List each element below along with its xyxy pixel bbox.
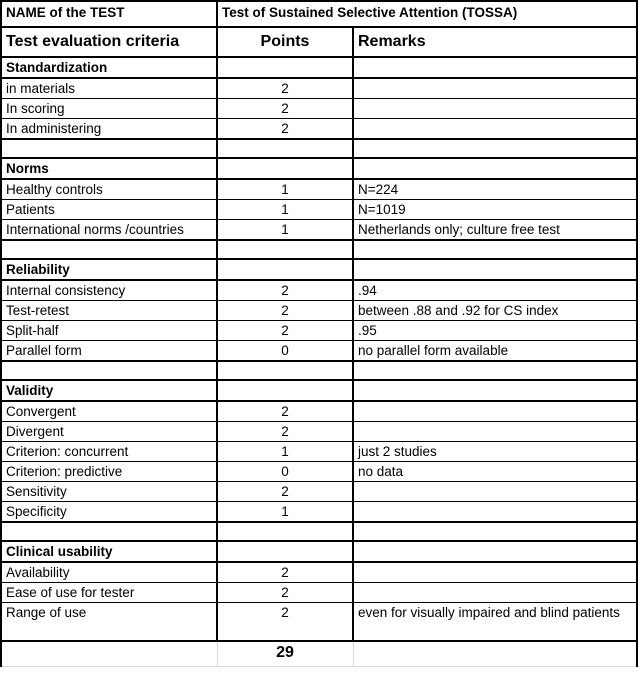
table-row-section-standardization [1, 57, 637, 78]
remarks-cell: even for visually impaired and blind patients [353, 603, 637, 641]
remarks-cell [353, 401, 637, 422]
section-remarks-clinical-usability [353, 541, 637, 562]
points-cell: 0 [217, 462, 353, 482]
table-row [1, 301, 637, 321]
points-cell: 2 [217, 603, 353, 641]
table-row [1, 99, 637, 119]
remarks-cell: no parallel form available [353, 341, 637, 362]
table-row [1, 220, 637, 241]
points-cell: 2 [217, 321, 353, 341]
points-cell: 2 [217, 482, 353, 502]
criteria-cell: Ease of use for tester [1, 583, 217, 603]
criteria-cell: Divergent [1, 422, 217, 442]
test-name-label: NAME of the TEST [1, 1, 217, 27]
spacer-cell [1, 240, 217, 259]
column-header-criteria: Test evaluation criteria [1, 27, 217, 57]
points-cell: 2 [217, 401, 353, 422]
section-label-norms: Norms [1, 158, 217, 179]
spacer-cell [217, 240, 353, 259]
remarks-cell [353, 119, 637, 140]
spacer-cell [353, 522, 637, 541]
column-header-points: Points [217, 27, 353, 57]
table-row [1, 603, 637, 641]
spacer-cell [353, 240, 637, 259]
points-cell: 2 [217, 78, 353, 99]
criteria-cell: Specificity [1, 502, 217, 523]
criteria-cell: In scoring [1, 99, 217, 119]
section-label-standardization: Standardization [1, 57, 217, 78]
criteria-cell: Split-half [1, 321, 217, 341]
remarks-cell [353, 482, 637, 502]
remarks-cell: N=1019 [353, 200, 637, 220]
section-label-clinical-usability: Clinical usability [1, 541, 217, 562]
remarks-cell: .95 [353, 321, 637, 341]
remarks-cell [353, 78, 637, 99]
section-points-clinical-usability [217, 541, 353, 562]
points-cell: 1 [217, 502, 353, 523]
table-row [1, 562, 637, 583]
spacer-cell [1, 139, 217, 158]
criteria-cell: International norms /countries [1, 220, 217, 241]
table-row [1, 442, 637, 462]
table-row-section-clinical-usability [1, 541, 637, 562]
criteria-cell: Parallel form [1, 341, 217, 362]
table-row [1, 200, 637, 220]
table-row [1, 341, 637, 362]
section-points-norms [217, 158, 353, 179]
total-remarks-cell [353, 641, 637, 667]
table-row [1, 401, 637, 422]
remarks-cell [353, 99, 637, 119]
points-cell: 1 [217, 179, 353, 200]
section-remarks-reliability [353, 259, 637, 280]
table-body [1, 1, 637, 667]
spacer-cell [1, 361, 217, 380]
points-cell: 1 [217, 442, 353, 462]
table-row-section-validity [1, 380, 637, 401]
remarks-cell: N=224 [353, 179, 637, 200]
criteria-cell: in materials [1, 78, 217, 99]
points-cell: 2 [217, 562, 353, 583]
table-row [1, 583, 637, 603]
table-row-total [1, 641, 637, 667]
points-cell: 1 [217, 220, 353, 241]
points-cell: 2 [217, 583, 353, 603]
remarks-cell [353, 562, 637, 583]
spacer-cell [217, 361, 353, 380]
section-points-standardization [217, 57, 353, 78]
spacer-cell [217, 522, 353, 541]
points-cell: 2 [217, 422, 353, 442]
spacer-cell [217, 139, 353, 158]
table-row-section-norms [1, 158, 637, 179]
table-row-spacer [1, 139, 637, 158]
section-label-validity: Validity [1, 380, 217, 401]
table-row [1, 462, 637, 482]
remarks-cell: just 2 studies [353, 442, 637, 462]
table-row-section-reliability [1, 259, 637, 280]
table-row [1, 502, 637, 523]
spacer-cell [353, 361, 637, 380]
column-header-remarks: Remarks [353, 27, 637, 57]
remarks-cell: no data [353, 462, 637, 482]
points-cell: 2 [217, 99, 353, 119]
criteria-cell: In administering [1, 119, 217, 140]
criteria-cell: Range of use [1, 603, 217, 641]
section-remarks-standardization [353, 57, 637, 78]
remarks-cell: Netherlands only; culture free test [353, 220, 637, 241]
criteria-cell: Internal consistency [1, 280, 217, 301]
section-remarks-validity [353, 380, 637, 401]
test-name-value: Test of Sustained Selective Attention (TOSSA) [217, 1, 637, 27]
spacer-cell [353, 139, 637, 158]
points-cell: 2 [217, 280, 353, 301]
total-points-cell: 29 [217, 641, 353, 667]
criteria-cell: Convergent [1, 401, 217, 422]
table-row [1, 78, 637, 99]
table-row-column-headers [1, 27, 637, 57]
points-cell: 0 [217, 341, 353, 362]
points-cell: 1 [217, 200, 353, 220]
total-label-cell [1, 641, 217, 667]
table-row-spacer [1, 361, 637, 380]
criteria-cell: Test-retest [1, 301, 217, 321]
table-row [1, 119, 637, 140]
remarks-cell: between .88 and .92 for CS index [353, 301, 637, 321]
table-row [1, 422, 637, 442]
section-points-validity [217, 380, 353, 401]
remarks-cell [353, 502, 637, 523]
points-cell: 2 [217, 119, 353, 140]
section-remarks-norms [353, 158, 637, 179]
table-row [1, 280, 637, 301]
spacer-cell [1, 522, 217, 541]
table-row [1, 482, 637, 502]
criteria-cell: Availability [1, 562, 217, 583]
table-row [1, 321, 637, 341]
table-row-spacer [1, 522, 637, 541]
criteria-cell: Criterion: predictive [1, 462, 217, 482]
section-points-reliability [217, 259, 353, 280]
table-row [1, 179, 637, 200]
table-row-test-name [1, 1, 637, 27]
remarks-cell [353, 422, 637, 442]
remarks-cell: .94 [353, 280, 637, 301]
criteria-cell: Sensitivity [1, 482, 217, 502]
criteria-cell: Criterion: concurrent [1, 442, 217, 462]
section-label-reliability: Reliability [1, 259, 217, 280]
criteria-cell: Healthy controls [1, 179, 217, 200]
points-cell: 2 [217, 301, 353, 321]
table-row-spacer [1, 240, 637, 259]
criteria-cell: Patients [1, 200, 217, 220]
remarks-cell [353, 583, 637, 603]
